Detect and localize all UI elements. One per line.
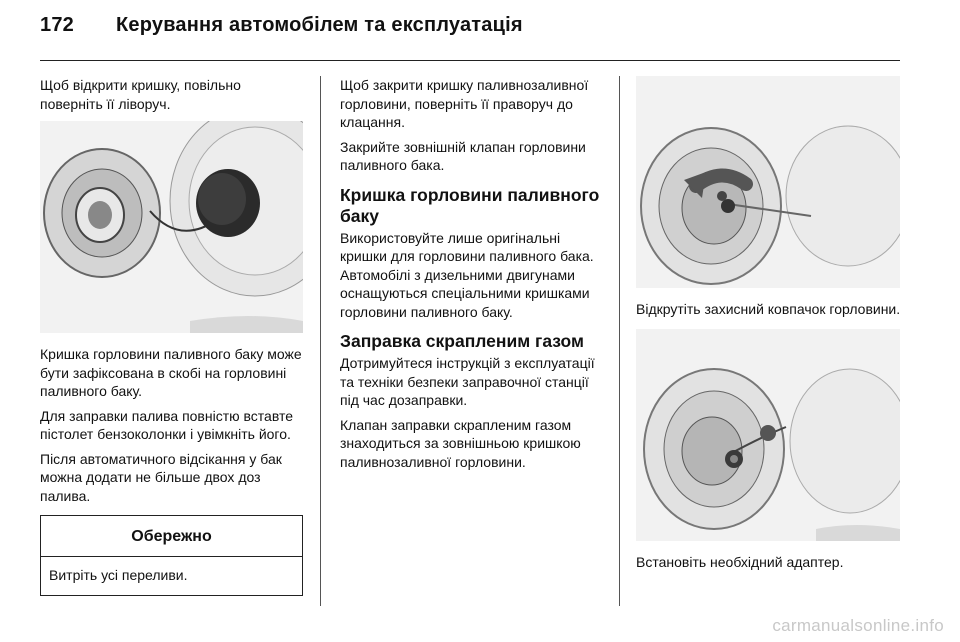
paragraph: Використовуйте лише оригінальні кришки для горловини паливного бака. Автомобілі з дизельними двигунами оснащуються спеціальними кришками горловини паливного баку. xyxy=(340,229,594,320)
watermark: carmanualsonline.info xyxy=(772,616,944,635)
paragraph: Для заправки палива повністю вставте пістолет бензоколонки і увімкніть його. xyxy=(40,407,294,442)
page-number: 172 xyxy=(40,14,74,36)
warning-title: Обережно xyxy=(41,516,302,557)
paragraph: Після автоматичного відсікання у бак можна додати не більше двох доз палива. xyxy=(40,450,282,504)
paragraph: Клапан заправки скрапленим газом знаходиться за зовнішньою кришкою паливнозаливної горловини. xyxy=(340,416,581,470)
column-right xyxy=(636,76,901,577)
section-heading: Кришка горловини паливного баку xyxy=(340,184,600,226)
column-left xyxy=(40,76,305,596)
column-middle xyxy=(340,76,605,477)
lpg-cap-removal-figure xyxy=(636,76,900,288)
paragraph: Щоб закрити кришку паливнозаливної горловини, поверніть її праворуч до клацання. xyxy=(340,77,589,130)
lpg-adapter-figure xyxy=(636,329,900,541)
column-divider xyxy=(320,76,321,606)
header-rule xyxy=(40,60,900,61)
paragraph: Щоб відкрити кришку, повільно поверніть її ліворуч. xyxy=(40,77,241,112)
warning-box xyxy=(40,515,303,596)
warning-text: Витріть усі переливи. xyxy=(49,567,188,583)
page-header xyxy=(40,14,523,37)
paragraph: Дотримуйтеся інструкцій з експлуатації та техніки безпеки заправочної станції під час дозаправки. xyxy=(340,355,595,408)
figure-caption: Встановіть необхідний адаптер. xyxy=(636,553,844,570)
section-heading: Заправка скрапленим газом xyxy=(340,331,584,351)
page-title: Керування автомобілем та експлуатація xyxy=(116,14,523,36)
fuel-cap-open-figure xyxy=(40,121,303,333)
column-divider xyxy=(619,76,620,606)
figure-caption: Відкрутіть захисний ковпачок горловини. xyxy=(636,301,901,317)
paragraph: Кришка горловини паливного баку може бути зафіксована в скобі на горловині паливного баку. xyxy=(40,346,302,399)
paragraph: Закрийте зовнішній клапан горловини паливного бака. xyxy=(340,138,586,173)
